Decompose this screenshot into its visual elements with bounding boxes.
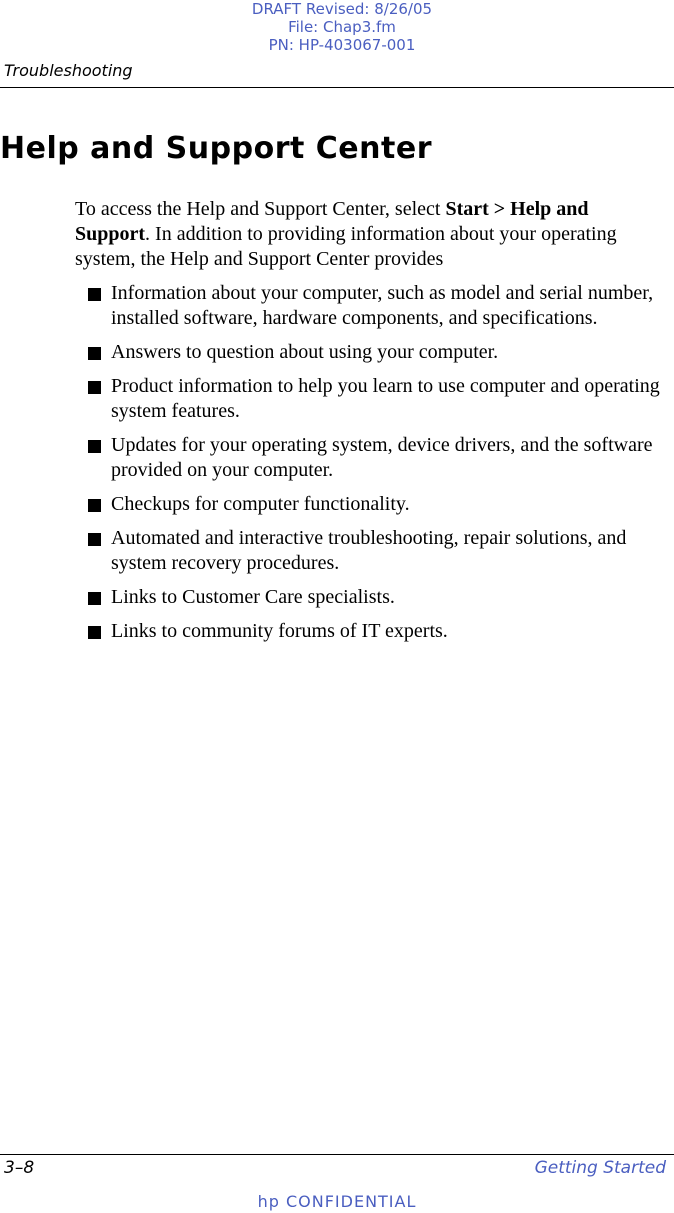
list-item-text: Links to Customer Care specialists. [111, 586, 395, 608]
list-item [75, 374, 665, 424]
header-rule [0, 87, 674, 88]
page-number: 3–8 [4, 1158, 35, 1178]
square-bullet-icon [88, 626, 101, 639]
list-item [75, 340, 665, 365]
square-bullet-icon [88, 499, 101, 512]
body-content [75, 197, 665, 653]
book-title: Getting Started [534, 1158, 666, 1178]
list-item [75, 619, 665, 644]
list-item-text: Updates for your operating system, device drivers, and the software provided on your computer. [111, 434, 653, 481]
list-item-text: Checkups for computer functionality. [111, 493, 410, 515]
list-item [75, 492, 665, 517]
intro-paragraph [75, 197, 665, 272]
section-title: Help and Support Center [0, 131, 432, 166]
list-item [75, 585, 665, 610]
square-bullet-icon [88, 381, 101, 394]
list-item-text: Information about your computer, such as model and serial number, installed software, hardware components, and specifications. [111, 282, 654, 329]
list-item [75, 526, 665, 576]
list-item-text: Answers to question about using your computer. [111, 341, 499, 363]
intro-text-after: . In addition to providing information about your operating system, the Help and Support Center provides [75, 223, 617, 270]
square-bullet-icon [88, 533, 101, 546]
confidential-notice: hp CONFIDENTIAL [257, 1192, 417, 1211]
square-bullet-icon [88, 592, 101, 605]
list-item [75, 433, 665, 483]
draft-file-line: File: Chap3.fm [288, 18, 396, 36]
draft-banner [0, 0, 674, 54]
intro-text-before: To access the Help and Support Center, select [75, 198, 446, 220]
square-bullet-icon [88, 288, 101, 301]
list-item-text: Automated and interactive troubleshooting, repair solutions, and system recovery procedures. [111, 527, 627, 574]
list-item [75, 281, 665, 331]
list-item-text: Product information to help you learn to use computer and operating system features. [111, 375, 660, 422]
list-item-text: Links to community forums of IT experts. [111, 620, 448, 642]
square-bullet-icon [88, 440, 101, 453]
feature-list [75, 281, 665, 644]
square-bullet-icon [88, 347, 101, 360]
running-head: Troubleshooting [4, 61, 133, 80]
draft-pn-line: PN: HP-403067-001 [268, 36, 416, 54]
footer-rule [0, 1154, 674, 1155]
draft-revised-line: DRAFT Revised: 8/26/05 [251, 0, 433, 18]
menu-path: Start > Help and Support [75, 198, 589, 245]
